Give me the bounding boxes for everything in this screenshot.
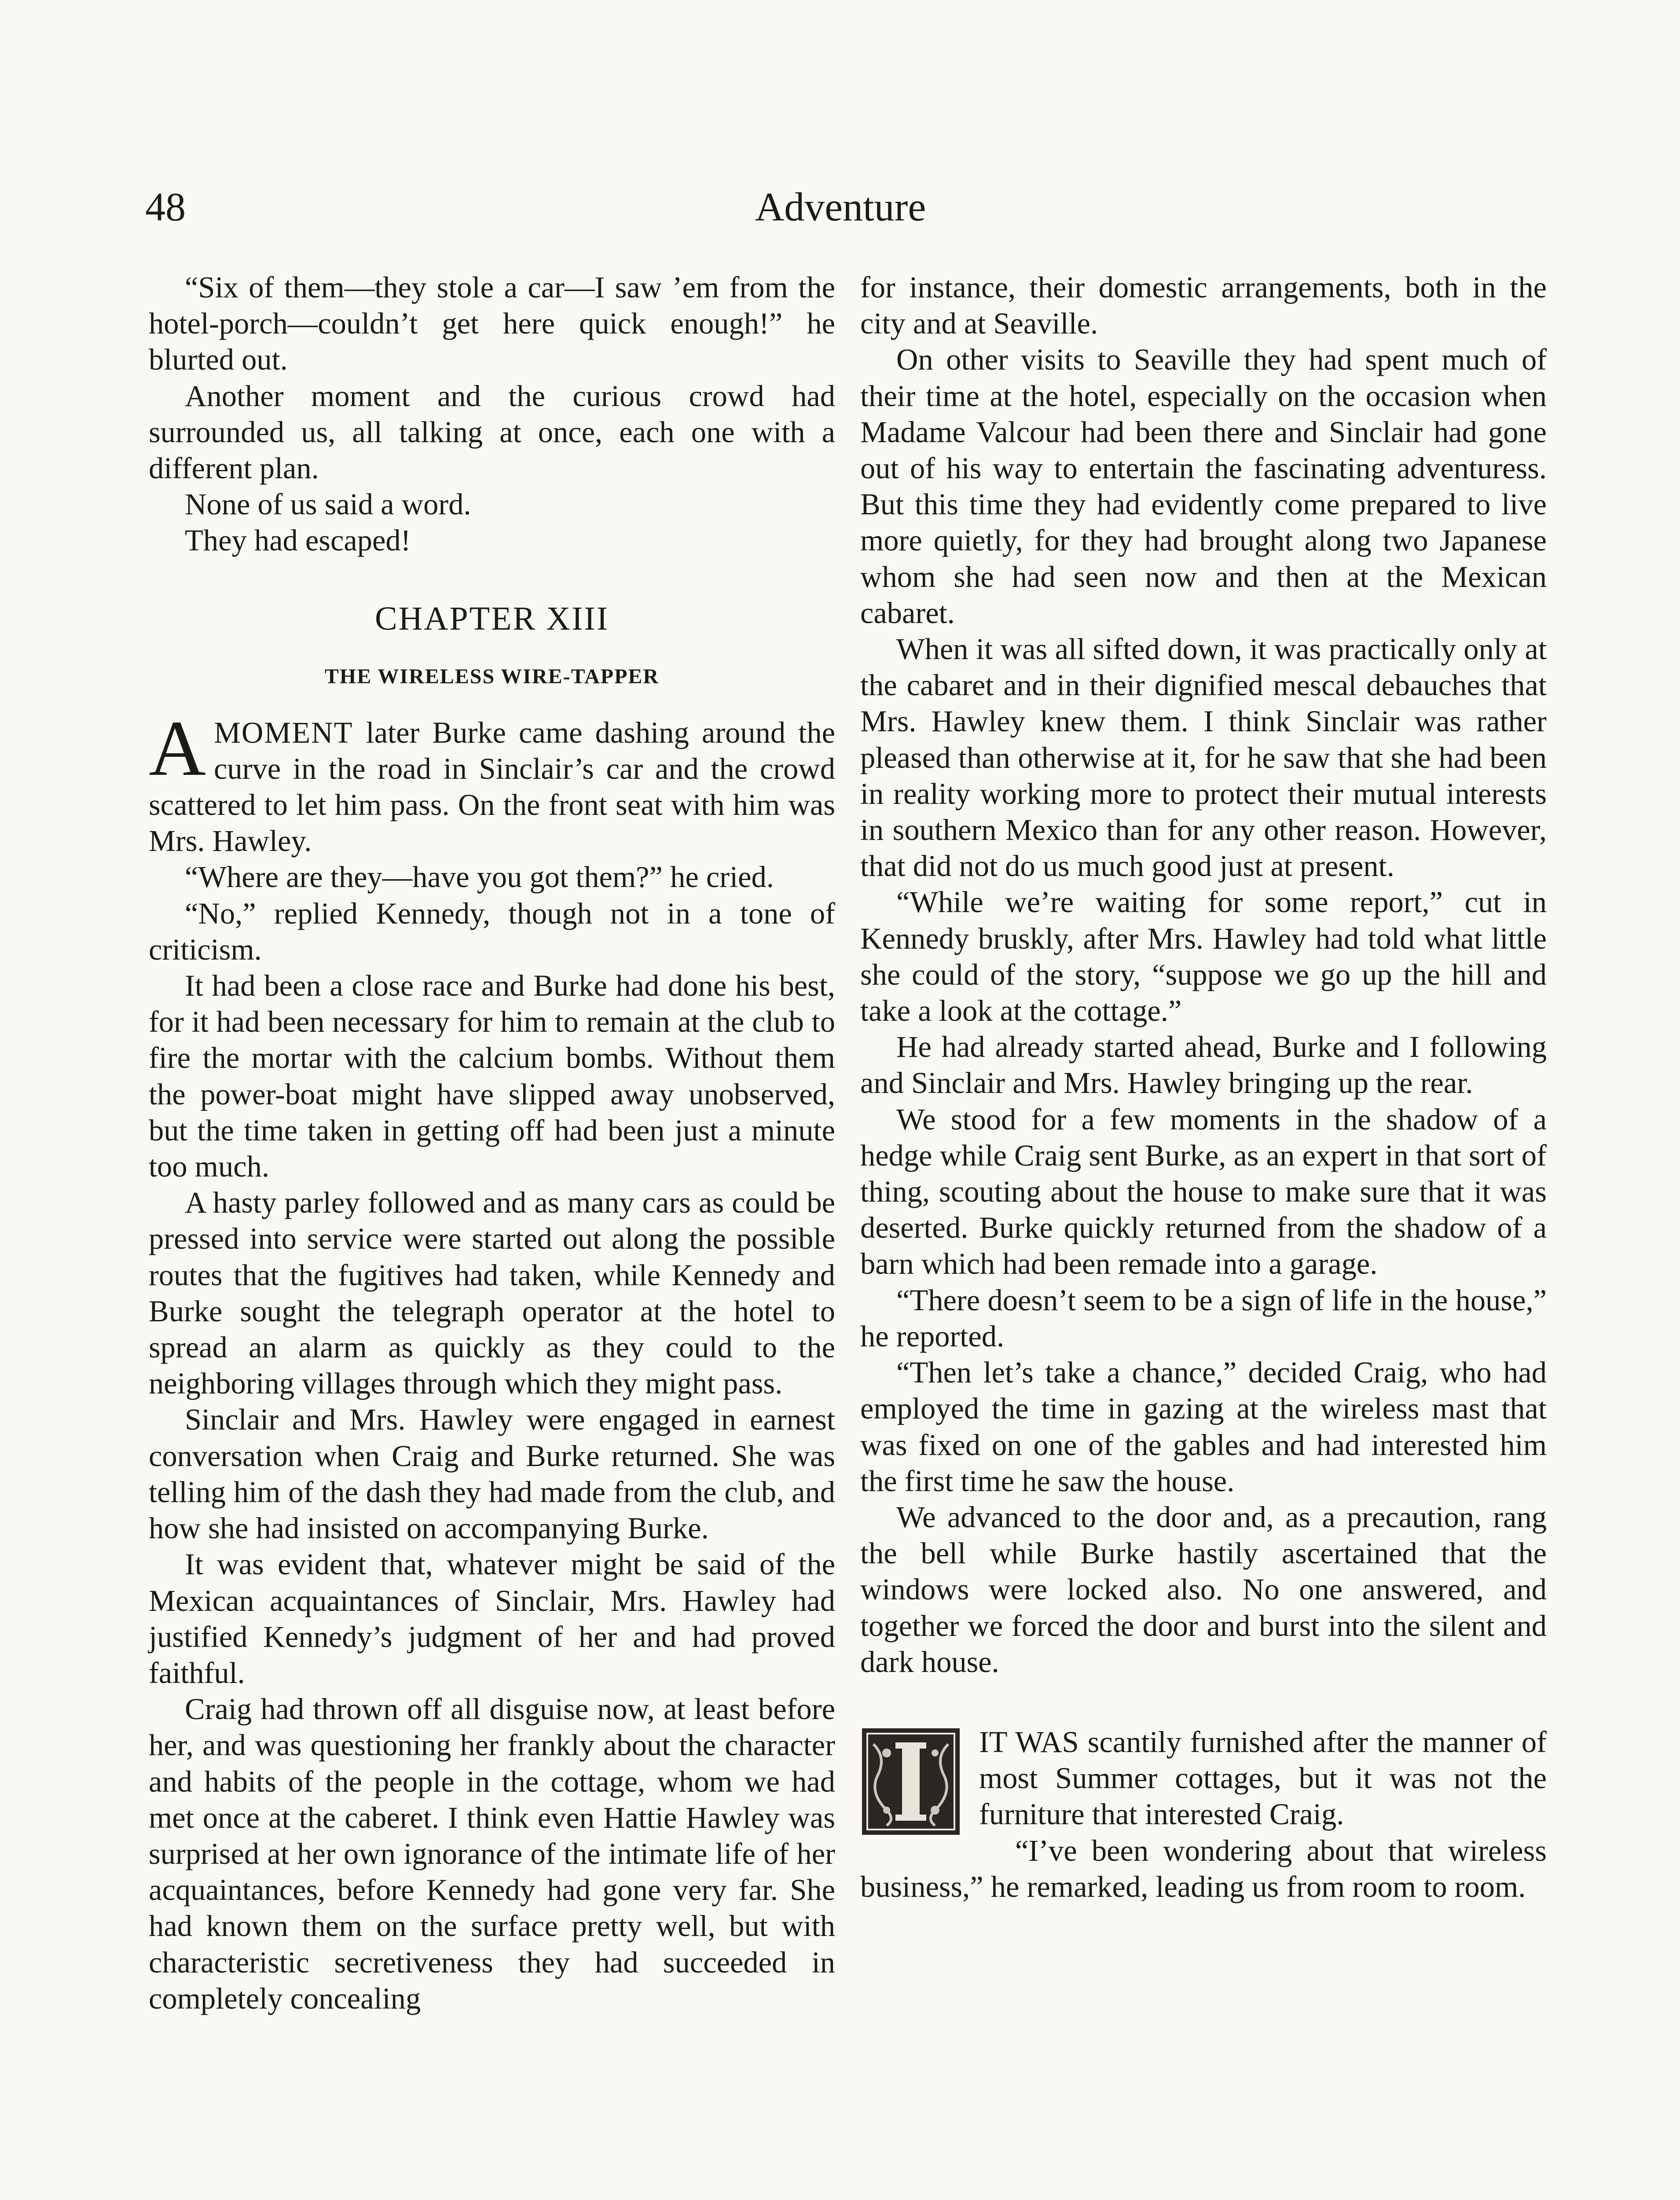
- paragraph: It was evident that, whatever might be said of the Mexican acquaintances of Sinclair, Mrs. Hawley had justified Kennedy’s judgment of her and had proved faithful.: [149, 1547, 835, 1690]
- paragraph: When it was all sifted down, it was practically only at the cabaret and in their dignified mescal debauches that Mrs. Hawley knew them. I think Sinclair was rather pleased than otherwise at it, for he saw that she had been in reality working more to protect their mutual interests in southern Mexico than for any other reason. However, that did not do us much good just at present.: [860, 632, 1547, 883]
- paragraph: “There doesn’t seem to be a sign of life in the house,” he reported.: [860, 1283, 1547, 1353]
- paragraph-text: later Burke came dashing around the curve in the road in Sinclair’s car and the crowd scattered to let him pass. On the front seat with him was Mrs. Hawley.: [149, 715, 835, 858]
- paragraph: It had been a close race and Burke had done his best, for it had been necessary for him to remain at the club to fire the mortar with the calcium bombs. Without them the power-boat might have slipped away unobserved, but the time taken in getting off had been just a minute too much.: [149, 969, 835, 1184]
- right-column: [860, 269, 1547, 1905]
- paragraph: We stood for a few moments in the shadow of a hedge while Craig sent Burke, as an expert in that sort of thing, scouting about the house to make sure that it was deserted. Burke quickly returned from the shadow of a barn which had been remade into a garage.: [860, 1102, 1547, 1281]
- drop-cap: A: [149, 704, 206, 792]
- paragraph: They had escaped!: [185, 524, 411, 557]
- paragraph: “While we’re waiting for some report,” cut in Kennedy bruskly, after Mrs. Hawley had told what little she could of the story, “suppose we go up the hill and take a look at the cottage.”: [860, 885, 1547, 1028]
- running-title: Adventure: [755, 184, 926, 229]
- paragraph: Craig had thrown off all disguise now, at least before her, and was questioning her frankly about the character and habits of the people in the cottage, whom we had met once at the caberet. I think even Hattie Hawley was surprised at her own ignorance of the intimate life of her acquaintances, before Kennedy had gone very far. She had known them on the surface pretty well, but with characteristic secretiveness they had succeeded in completely concealing: [149, 1692, 835, 2015]
- paragraph: None of us said a word.: [185, 488, 471, 521]
- page-number: 48: [145, 184, 186, 229]
- paragraph: Sinclair and Mrs. Hawley were engaged in earnest conversation when Craig and Burke returned. She was telling him of the dash they had made from the club, and how she had insisted on accompanying Burke.: [149, 1403, 835, 1545]
- chapter-opening-paragraph: [149, 704, 835, 859]
- ornate-initial-icon: [860, 1727, 961, 1837]
- paragraph: “Six of them—they stole a car—I saw ’em from the hotel-porch—couldn’t get here quick enough!” he blurted out.: [149, 271, 835, 377]
- chapter-heading: CHAPTER XIII: [374, 600, 609, 637]
- paragraph: “Where are they—have you got them?” he cried.: [185, 860, 774, 894]
- paragraph: On other visits to Seaville they had spent much of their time at the hotel, especially on the occasion when Madame Valcour had been there and Sinclair had gone out of his way to entertain the fascinating adventuress. But this time they had evidently come prepared to live more quietly, for they had brought along two Japanese whom she had seen now and then at the Mexican cabaret.: [860, 343, 1547, 630]
- left-column: [149, 269, 835, 2017]
- paragraph: He had already started ahead, Burke and I following and Sinclair and Mrs. Hawley bringing up the rear.: [860, 1030, 1547, 1100]
- paragraph: We advanced to the door and, as a precaution, rang the bell while Burke hastily ascertained that the windows were locked also. No one answered, and together we forced the door and burst into the silent and dark house.: [860, 1500, 1547, 1679]
- paragraph: for instance, their domestic arrangements, both in the city and at Seaville.: [860, 271, 1547, 341]
- paragraph-text: IT WAS scantily furnished after the manner of most Summer cottages, but it was not the furniture that interested Craig.: [979, 1725, 1547, 1831]
- page-header: [145, 180, 1536, 233]
- paragraph: “Then let’s take a chance,” decided Craig, who had employed the time in gazing at the wireless mast that was fixed on one of the gables and had interested him the first time he saw the house.: [860, 1356, 1547, 1498]
- chapter-subtitle: THE WIRELESS WIRE-TAPPER: [324, 664, 660, 688]
- section-opening-paragraph: [860, 1724, 1547, 1833]
- opening-word: MOMENT: [214, 715, 353, 749]
- paragraph: A hasty parley followed and as many cars as could be pressed into service were started out along the possible routes that the fugitives had taken, while Kennedy and Burke sought the telegraph operator at the hotel to spread an alarm as quickly as they could to the neighboring villages through which they might pass.: [149, 1186, 835, 1401]
- paragraph: Another moment and the curious crowd had surrounded us, all talking at once, each one with a different plan.: [149, 379, 835, 485]
- paragraph: “I’ve been wondering about that wireless business,” he remarked, leading us from room to room.: [860, 1833, 1547, 1903]
- paragraph: “No,” replied Kennedy, though not in a tone of criticism.: [149, 896, 835, 966]
